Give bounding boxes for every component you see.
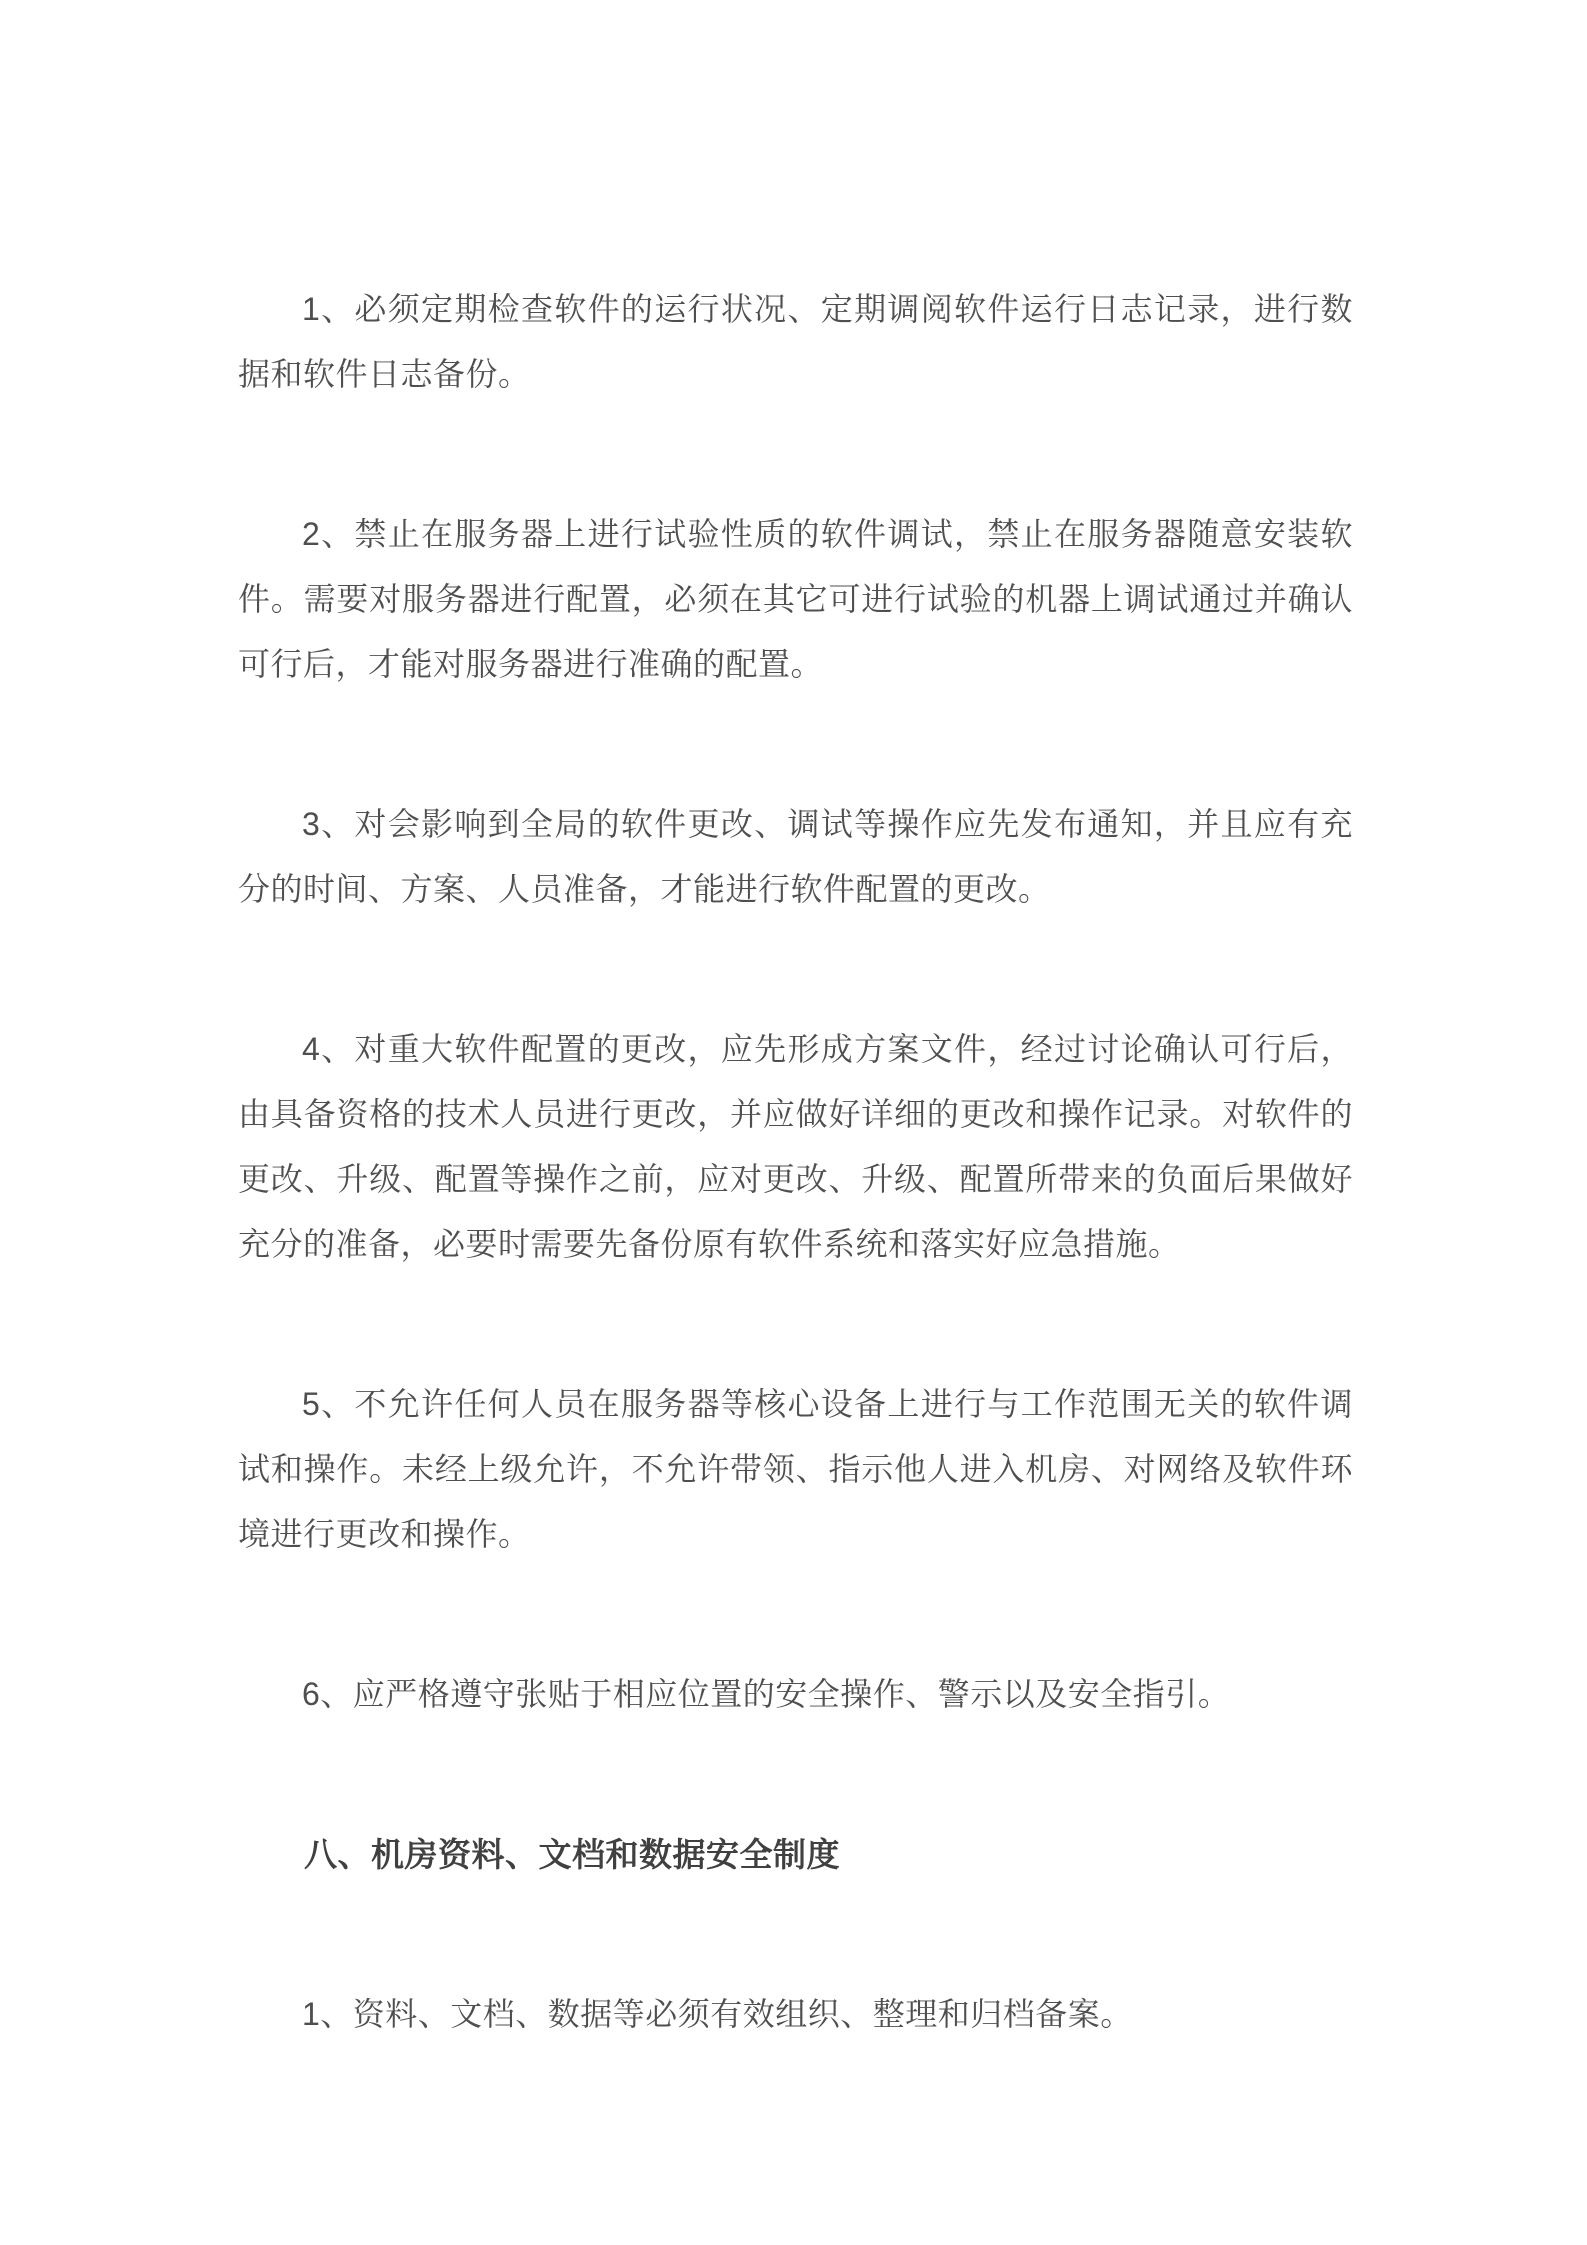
- paragraph-archive-filing: 1、资料、文档、数据等必须有效组织、整理和归档备案。: [302, 1996, 1133, 2032]
- paragraph-global-change-notice: 3、对会影响到全局的软件更改、调试等操作应先发布通知，并且应有充分的时间、方案、人员准备，才能进行软件配置的更改。: [238, 806, 1353, 907]
- paragraph-safety-signs: 6、应严格遵守张贴于相应位置的安全操作、警示以及安全指引。: [302, 1676, 1231, 1712]
- paragraph-software-check: 1、必须定期检查软件的运行状况、定期调阅软件运行日志记录，进行数据和软件日志备份。: [238, 291, 1353, 392]
- paragraph-major-config-change: 4、对重大软件配置的更改，应先形成方案文件，经过讨论确认可行后，由具备资格的技术人员进行更改，并应做好详细的更改和操作记录。对软件的更改、升级、配置等操作之前，应对更改、升级、配置所带来的负面后果做好充分的准备，必要时需要先备份原有软件系统和落实好应急措施。: [238, 1031, 1353, 1262]
- paragraph-server-debug-ban: 2、禁止在服务器上进行试验性质的软件调试，禁止在服务器随意安装软件。需要对服务器进行配置，必须在其它可进行试验的机器上调试通过并确认可行后，才能对服务器进行准确的配置。: [238, 516, 1353, 682]
- section-heading-data-security: 八、机房资料、文档和数据安全制度: [304, 1836, 840, 1873]
- paragraph-unrelated-debug-ban: 5、不允许任何人员在服务器等核心设备上进行与工作范围无关的软件调试和操作。未经上级允许，不允许带领、指示他人进入机房、对网络及软件环境进行更改和操作。: [238, 1386, 1353, 1552]
